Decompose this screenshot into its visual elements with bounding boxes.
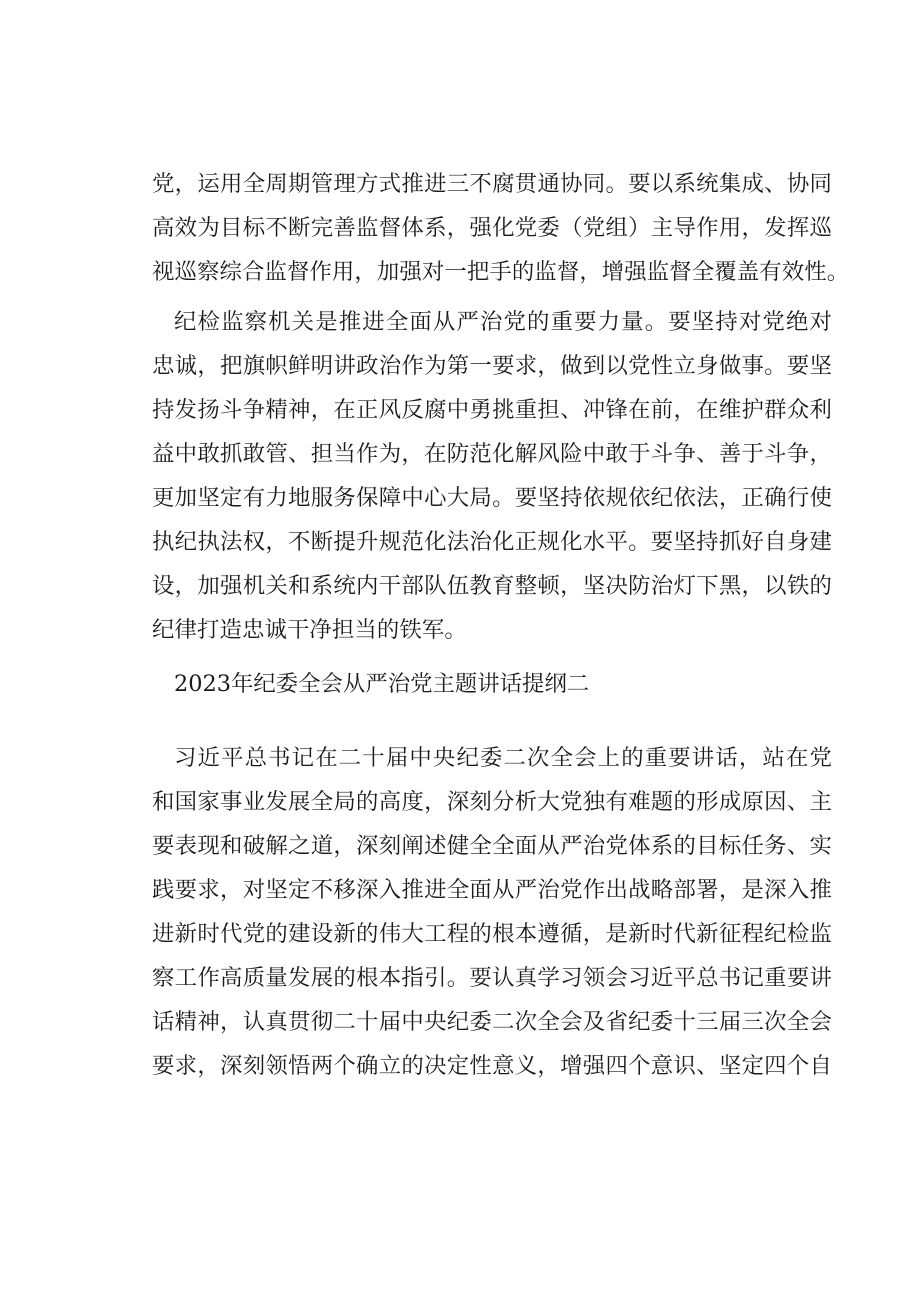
paragraph-1-line-2: 高效为目标不断完善监督体系，强化党委（党组）主导作用，发挥巡 bbox=[152, 215, 832, 241]
paragraph-2-line-3: 持发扬斗争精神，在正风反腐中勇挑重担、冲锋在前，在维护群众利 bbox=[152, 397, 832, 423]
paragraph-3-line-8: 要求，深刻领悟两个确立的决定性意义，增强四个意识、坚定四个自 bbox=[152, 1053, 832, 1079]
paragraph-2-line-4: 益中敢抓敢管、担当作为，在防范化解风险中敢于斗争、善于斗争， bbox=[152, 441, 832, 467]
paragraph-2-line-7: 设，加强机关和系统内干部队伍教育整顿，坚决防治灯下黑，以铁的 bbox=[152, 573, 832, 599]
paragraph-2 bbox=[152, 300, 832, 652]
paragraph-3-line-4: 践要求，对坚定不移深入推进全面从严治党作出战略部署，是深入推 bbox=[152, 877, 832, 903]
paragraph-3-line-7: 话精神，认真贯彻二十届中央纪委二次全会及省纪委十三届三次全会 bbox=[152, 1009, 832, 1035]
paragraph-3-line-1: 习近平总书记在二十届中央纪委二次全会上的重要讲话，站在党 bbox=[174, 745, 832, 771]
paragraph-1 bbox=[152, 162, 850, 294]
paragraph-2-line-6: 执纪执法权，不断提升规范化法治化正规化水平。要坚持抓好自身建 bbox=[152, 529, 832, 555]
paragraph-3-line-3: 要表现和破解之道，深刻阐述健全全面从严治党体系的目标任务、实 bbox=[152, 833, 832, 859]
paragraph-2-line-5: 更加坚定有力地服务保障中心大局。要坚持依规依纪依法，正确行使 bbox=[152, 485, 832, 511]
paragraph-3-line-2: 和国家事业发展全局的高度，深刻分析大党独有难题的形成原因、主 bbox=[152, 789, 832, 815]
document-body bbox=[152, 162, 850, 1088]
paragraph-2-line-8: 纪律打造忠诚干净担当的铁军。 bbox=[152, 617, 467, 643]
paragraph-3-line-6: 察工作高质量发展的根本指引。要认真学习领会习近平总书记重要讲 bbox=[152, 965, 832, 991]
paragraph-2-line-1: 纪检监察机关是推进全面从严治党的重要力量。要坚持对党绝对 bbox=[174, 309, 832, 335]
section-heading: 2023年纪委全会从严治党主题讲话提纲二 bbox=[174, 671, 590, 697]
paragraph-3-line-5: 进新时代党的建设新的伟大工程的根本遵循，是新时代新征程纪检监 bbox=[152, 921, 832, 947]
paragraph-1-line-1: 党，运用全周期管理方式推进三不腐贯通协同。要以系统集成、协同 bbox=[152, 171, 832, 197]
paragraph-2-line-2: 忠诚，把旗帜鲜明讲政治作为第一要求，做到以党性立身做事。要坚 bbox=[152, 353, 832, 379]
paragraph-1-line-3: 视巡察综合监督作用，加强对一把手的监督，增强监督全覆盖有效性。 bbox=[152, 259, 850, 285]
paragraph-3 bbox=[152, 736, 832, 1088]
